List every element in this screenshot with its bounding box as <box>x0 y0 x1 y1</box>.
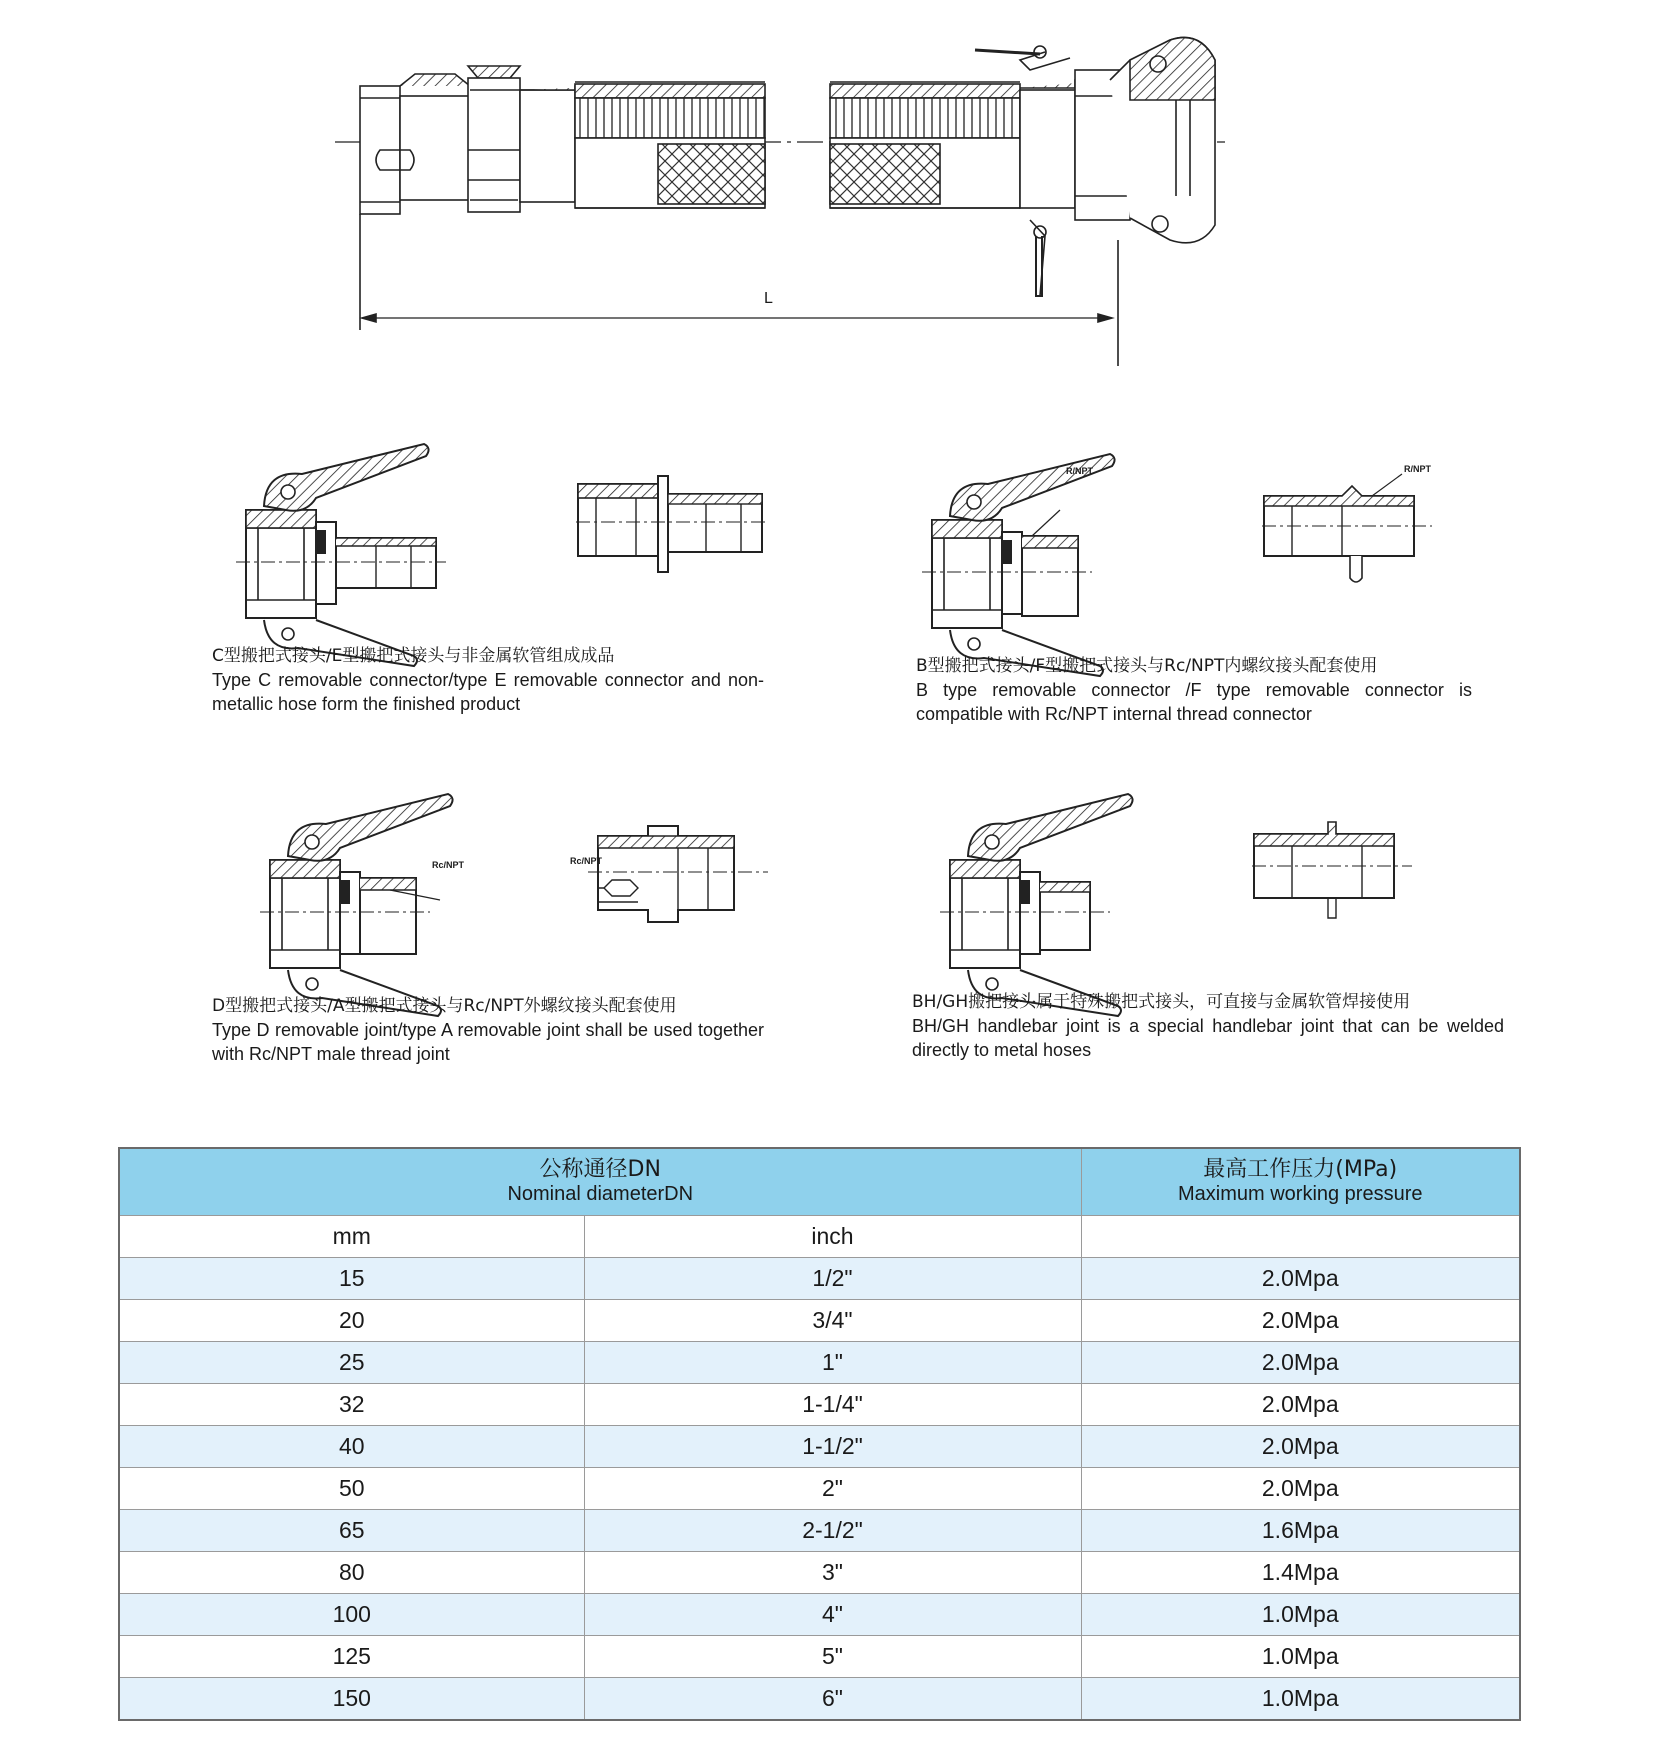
cell-inch: 6" <box>584 1678 1081 1721</box>
table-row <box>119 1594 1520 1636</box>
caption-type-d-cn: D型搬把式接头/A型搬把式接头与Rc/NPT外螺纹接头配套使用 <box>212 996 677 1016</box>
cell-mm: 25 <box>119 1342 584 1384</box>
cell-inch: 2" <box>584 1468 1081 1510</box>
table-row <box>119 1468 1520 1510</box>
unit-pressure <box>1081 1216 1520 1258</box>
unit-mm: mm <box>119 1216 584 1258</box>
cell-pressure: 2.0Mpa <box>1081 1384 1520 1426</box>
cell-inch: 2-1/2" <box>584 1510 1081 1552</box>
table-row <box>119 1678 1520 1721</box>
cell-pressure: 1.6Mpa <box>1081 1510 1520 1552</box>
type-d-connector-drawing <box>260 780 480 1020</box>
caption-type-c-en: Type C removable connector/type E removable connector and non-metallic hose form the finished product <box>212 670 764 714</box>
table-row <box>119 1258 1520 1300</box>
thread-label-d-left: Rc/NPT <box>432 860 465 870</box>
table-row <box>119 1510 1520 1552</box>
table-unit-row <box>119 1216 1520 1258</box>
cell-mm: 80 <box>119 1552 584 1594</box>
caption-type-bh-en: BH/GH handlebar joint is a special handlebar joint that can be welded directly to metal hoses <box>912 1016 1504 1060</box>
cell-inch: 3" <box>584 1552 1081 1594</box>
caption-type-bh <box>912 990 1504 1062</box>
caption-type-c-cn: C型搬把式接头/E型搬把式接头与非金属软管组成成品 <box>212 646 615 666</box>
cell-mm: 20 <box>119 1300 584 1342</box>
type-c-connector-drawing <box>236 430 456 670</box>
table-row <box>119 1342 1520 1384</box>
table-row <box>119 1384 1520 1426</box>
thread-label-b-left: R/NPT <box>1066 466 1093 476</box>
type-bh-connector-drawing <box>940 780 1160 1020</box>
header-max-pressure-cn: 最高工作压力(MPa) <box>1203 1157 1398 1182</box>
caption-type-bh-cn: BH/GH搬把接头属于特殊搬把式接头，可直接与金属软管焊接使用 <box>912 992 1411 1012</box>
thread-label-b-right: R/NPT <box>1404 464 1431 474</box>
cell-pressure: 2.0Mpa <box>1081 1258 1520 1300</box>
cell-mm: 50 <box>119 1468 584 1510</box>
header-nominal-diameter-en: Nominal diameterDN <box>507 1183 694 1205</box>
cell-mm: 100 <box>119 1594 584 1636</box>
header-max-pressure-en: Maximum working pressure <box>1177 1183 1423 1205</box>
type-a-connector-drawing <box>588 822 768 932</box>
header-nominal-diameter <box>119 1148 1081 1216</box>
cell-inch: 4" <box>584 1594 1081 1636</box>
caption-type-d-en: Type D removable joint/type A removable joint shall be used together with Rc/NPT male thread joint <box>212 1020 764 1064</box>
caption-type-b-cn: B型搬把式接头/F型搬把式接头与Rc/NPT内螺纹接头配套使用 <box>916 656 1378 676</box>
cell-pressure: 2.0Mpa <box>1081 1426 1520 1468</box>
table-row <box>119 1552 1520 1594</box>
cell-mm: 65 <box>119 1510 584 1552</box>
cell-inch: 3/4" <box>584 1300 1081 1342</box>
table-row <box>119 1300 1520 1342</box>
cell-inch: 1-1/4" <box>584 1384 1081 1426</box>
table-row <box>119 1426 1520 1468</box>
cell-mm: 150 <box>119 1678 584 1721</box>
type-e-connector-drawing <box>576 472 766 582</box>
cell-pressure: 2.0Mpa <box>1081 1342 1520 1384</box>
cell-pressure: 1.4Mpa <box>1081 1552 1520 1594</box>
cell-mm: 32 <box>119 1384 584 1426</box>
dimension-label: L <box>764 290 773 307</box>
cell-pressure: 2.0Mpa <box>1081 1300 1520 1342</box>
table-header-row <box>119 1148 1520 1216</box>
cell-mm: 15 <box>119 1258 584 1300</box>
cell-pressure: 1.0Mpa <box>1081 1678 1520 1721</box>
type-gh-connector-drawing <box>1252 818 1412 928</box>
cell-inch: 1" <box>584 1342 1081 1384</box>
caption-type-c <box>212 644 764 716</box>
cell-inch: 1/2" <box>584 1258 1081 1300</box>
cell-mm: 40 <box>119 1426 584 1468</box>
cell-pressure: 2.0Mpa <box>1081 1468 1520 1510</box>
cell-mm: 125 <box>119 1636 584 1678</box>
table-row <box>119 1636 1520 1678</box>
hose-assembly-drawing <box>0 0 1653 380</box>
cell-pressure: 1.0Mpa <box>1081 1594 1520 1636</box>
type-f-connector-drawing <box>1262 482 1432 592</box>
type-b-connector-drawing <box>922 440 1142 680</box>
cell-pressure: 1.0Mpa <box>1081 1636 1520 1678</box>
cell-inch: 5" <box>584 1636 1081 1678</box>
unit-inch: inch <box>584 1216 1081 1258</box>
header-max-pressure <box>1081 1148 1520 1216</box>
caption-type-d <box>212 994 764 1066</box>
header-nominal-diameter-cn: 公称通径DN <box>539 1157 661 1182</box>
caption-type-b <box>916 654 1472 726</box>
thread-label-d-right: Rc/NPT <box>570 856 603 866</box>
cell-inch: 1-1/2" <box>584 1426 1081 1468</box>
caption-type-b-en: B type removable connector /F type removable connector is compatible with Rc/NPT internal thread connector <box>916 680 1472 724</box>
spec-table <box>118 1147 1521 1721</box>
